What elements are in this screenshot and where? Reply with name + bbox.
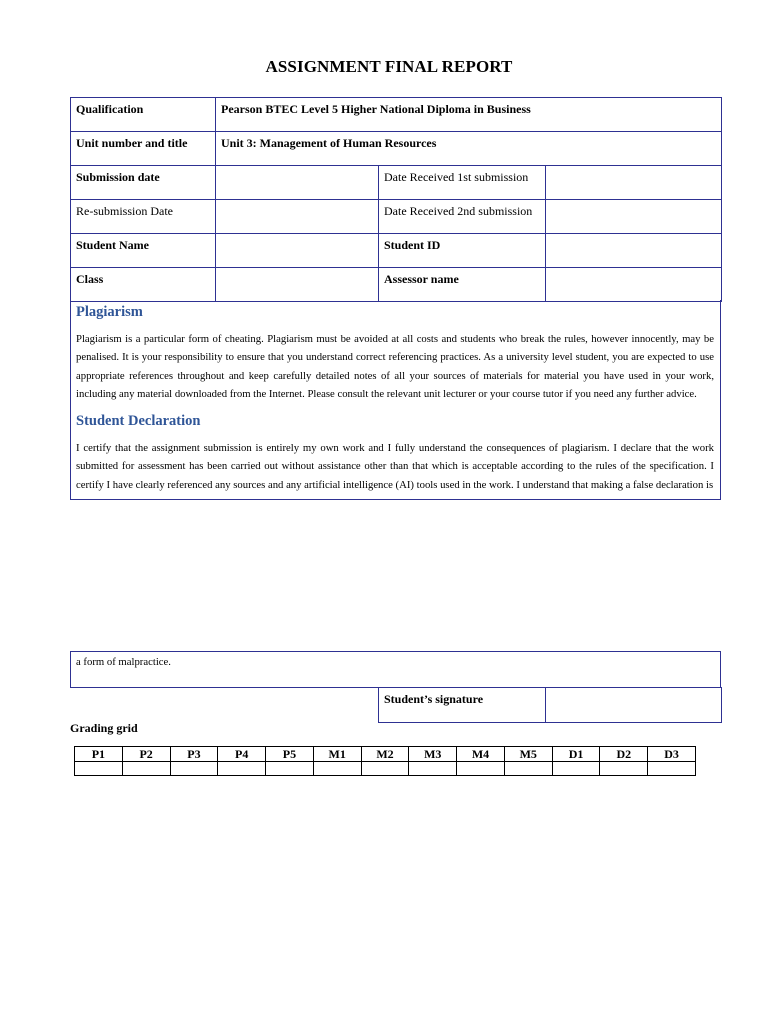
qualification-label: Qualification (71, 98, 216, 132)
page-title: ASSIGNMENT FINAL REPORT (265, 57, 513, 76)
plagiarism-heading: Plagiarism (76, 304, 143, 320)
class-label: Class (71, 268, 216, 302)
class-field[interactable] (216, 268, 379, 302)
signature-table (378, 687, 722, 723)
grade-cell[interactable] (648, 762, 696, 776)
unit-value: Unit 3: Management of Human Resources (216, 132, 722, 166)
resubmission-date-label: Re-submission Date (71, 200, 216, 234)
assessor-label: Assessor name (379, 268, 546, 302)
date-received-2-label: Date Received 2nd submission (379, 200, 546, 234)
grade-cell[interactable] (457, 762, 505, 776)
submission-date-label: Submission date (71, 166, 216, 200)
grade-criterion: M5 (504, 747, 552, 762)
grade-cell[interactable] (313, 762, 361, 776)
unit-row (71, 132, 722, 166)
qualification-row (71, 98, 722, 132)
grade-criterion: D3 (648, 747, 696, 762)
grade-cell[interactable] (218, 762, 266, 776)
student-name-field[interactable] (216, 234, 379, 268)
grade-cell[interactable] (600, 762, 648, 776)
plagiarism-text: Plagiarism is a particular form of cheating. Plagiarism must be avoided at all costs and students who break the rules, however innocently, may be penalised. It is your responsibility to ensure that you understand correct referencing practices. As a university level student, you are expected to use appropriate references throughout and keep carefully detailed notes of all your sources of materials for material you have used in your work, including any material downloaded from the Internet. Please consult the relevant unit lecturer or your course tutor if you need any further advice. (76, 333, 714, 400)
grade-criterion: P4 (218, 747, 266, 762)
grade-cell[interactable] (266, 762, 314, 776)
grade-criterion: D1 (552, 747, 600, 762)
declaration-continuation: a form of malpractice. (70, 651, 721, 688)
grade-cell[interactable] (122, 762, 170, 776)
grade-criterion: P2 (122, 747, 170, 762)
grade-criterion: P1 (75, 747, 123, 762)
date-received-2-field[interactable] (546, 200, 722, 234)
declaration-heading: Student Declaration (76, 413, 201, 430)
grade-cell[interactable] (552, 762, 600, 776)
signature-label: Student’s signature (379, 688, 546, 723)
submission-row (71, 166, 722, 200)
qualification-value: Pearson BTEC Level 5 Higher National Diploma in Business (216, 98, 722, 132)
grading-grid (74, 746, 696, 776)
resubmission-row (71, 200, 722, 234)
student-row (71, 234, 722, 268)
grade-criterion: P5 (266, 747, 314, 762)
student-id-field[interactable] (546, 234, 722, 268)
class-row (71, 268, 722, 302)
grade-criterion: M3 (409, 747, 457, 762)
date-received-1-field[interactable] (546, 166, 722, 200)
resubmission-date-field[interactable] (216, 200, 379, 234)
grade-criterion: M1 (313, 747, 361, 762)
grade-cell[interactable] (409, 762, 457, 776)
grade-cell[interactable] (504, 762, 552, 776)
plagiarism-section (70, 300, 721, 500)
grade-criterion: M2 (361, 747, 409, 762)
grading-grid-label: Grading grid (70, 721, 138, 735)
grade-criterion: P3 (170, 747, 218, 762)
grading-criteria-row (75, 747, 696, 762)
grade-cell[interactable] (170, 762, 218, 776)
unit-label: Unit number and title (71, 132, 216, 166)
assignment-info-table (70, 97, 722, 302)
declaration-text: I certify that the assignment submission is entirely my own work and I fully understand the consequences of plagiarism. I declare that the work submitted for assessment has been carried out without assistance other than that which is acceptable according to the rules of the specification. I certify I have clearly referenced any sources and any artificial intelligence (AI) tools used in the work. I understand that making a false declaration is (76, 442, 714, 491)
student-name-label: Student Name (71, 234, 216, 268)
grade-cell[interactable] (75, 762, 123, 776)
date-received-1-label: Date Received 1st submission (379, 166, 546, 200)
signature-field[interactable] (546, 688, 722, 723)
grading-values-row (75, 762, 696, 776)
assessor-field[interactable] (546, 268, 722, 302)
submission-date-field[interactable] (216, 166, 379, 200)
grade-criterion: D2 (600, 747, 648, 762)
grade-cell[interactable] (361, 762, 409, 776)
grade-criterion: M4 (457, 747, 505, 762)
student-id-label: Student ID (379, 234, 546, 268)
